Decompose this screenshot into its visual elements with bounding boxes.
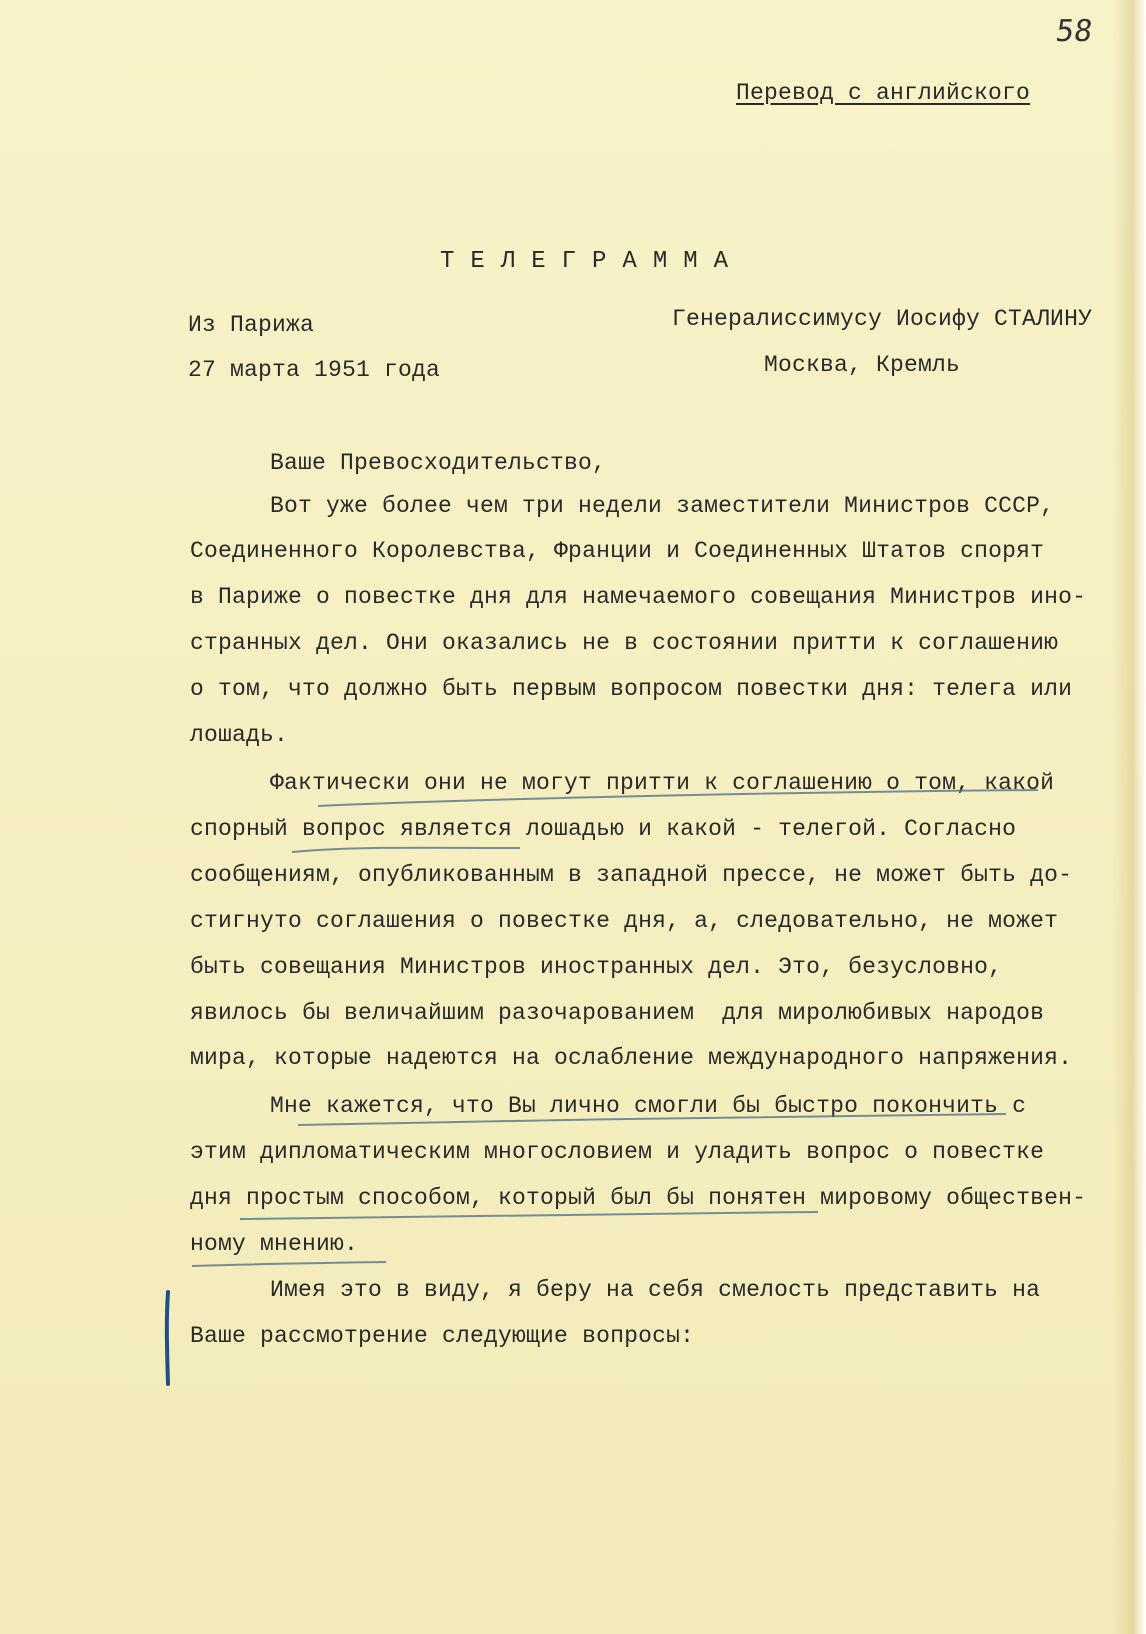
document-title: ТЕЛЕГРАММА [440,248,745,275]
salutation: Ваше Превосходительство, [270,450,607,476]
body-line: этим дипломатическим многословием и уладить вопрос о повестке [190,1139,1045,1165]
pencil-underline [240,1212,818,1219]
body-line: дня простым способом, который был бы понятен мировому обществен- [190,1185,1087,1211]
body-line: Имея это в виду, я беру на себя смелость представить на [270,1277,1041,1303]
pencil-underline [192,1262,386,1266]
body-line: Вот уже более чем три недели заместители Министров СССР, [270,493,1055,519]
recipient-address: Москва, Кремль [764,352,961,378]
body-line: ному мнению. [190,1231,359,1257]
body-line: Соединенного Королевства, Франции и Соединенных Штатов спорят [190,538,1045,564]
body-line: о том, что должно быть первым вопросом повестки дня: телега или [190,676,1073,702]
margin-line-mark [167,1292,168,1384]
translation-note: Перевод с английского [736,80,1031,106]
body-line: сообщениям, опубликованным в западной прессе, не может быть до- [190,862,1073,888]
body-line: явилось бы величайшим разочарованием для миролюбивых народов [190,1000,1045,1026]
body-line: Мне кажется, что Вы лично смогли бы быстро покончить с [270,1093,1027,1119]
body-line: в Париже о повестке дня для намечаемого совещания Министров ино- [190,584,1087,610]
sender-place: Из Парижа [188,312,315,338]
body-line: быть совещания Министров иностранных дел. Это, безусловно, [190,954,1003,980]
sender-date: 27 марта 1951 года [188,357,441,383]
body-line: странных дел. Они оказались не в состоянии притти к соглашению [190,630,1059,656]
body-line: лошадь. [190,722,289,748]
body-line: Фактически они не могут притти к соглашению о том, какой [270,770,1055,796]
pencil-underline [318,790,1038,806]
body-line: спорный вопрос является лошадью и какой - телегой. Согласно [190,816,1017,842]
recipient-name: Генералиссимусу Иосифу СТАЛИНУ [672,306,1093,332]
pencil-underline [292,848,520,852]
body-line: мира, которые надеются на ослабление международного напряжения. [190,1045,1073,1071]
body-line: стигнуто соглашения о повестке дня, а, следовательно, не может [190,908,1059,934]
pencil-underline [298,1114,1006,1125]
page-number: 58 [1053,14,1095,49]
body-line: Ваше рассмотрение следующие вопросы: [190,1323,695,1349]
